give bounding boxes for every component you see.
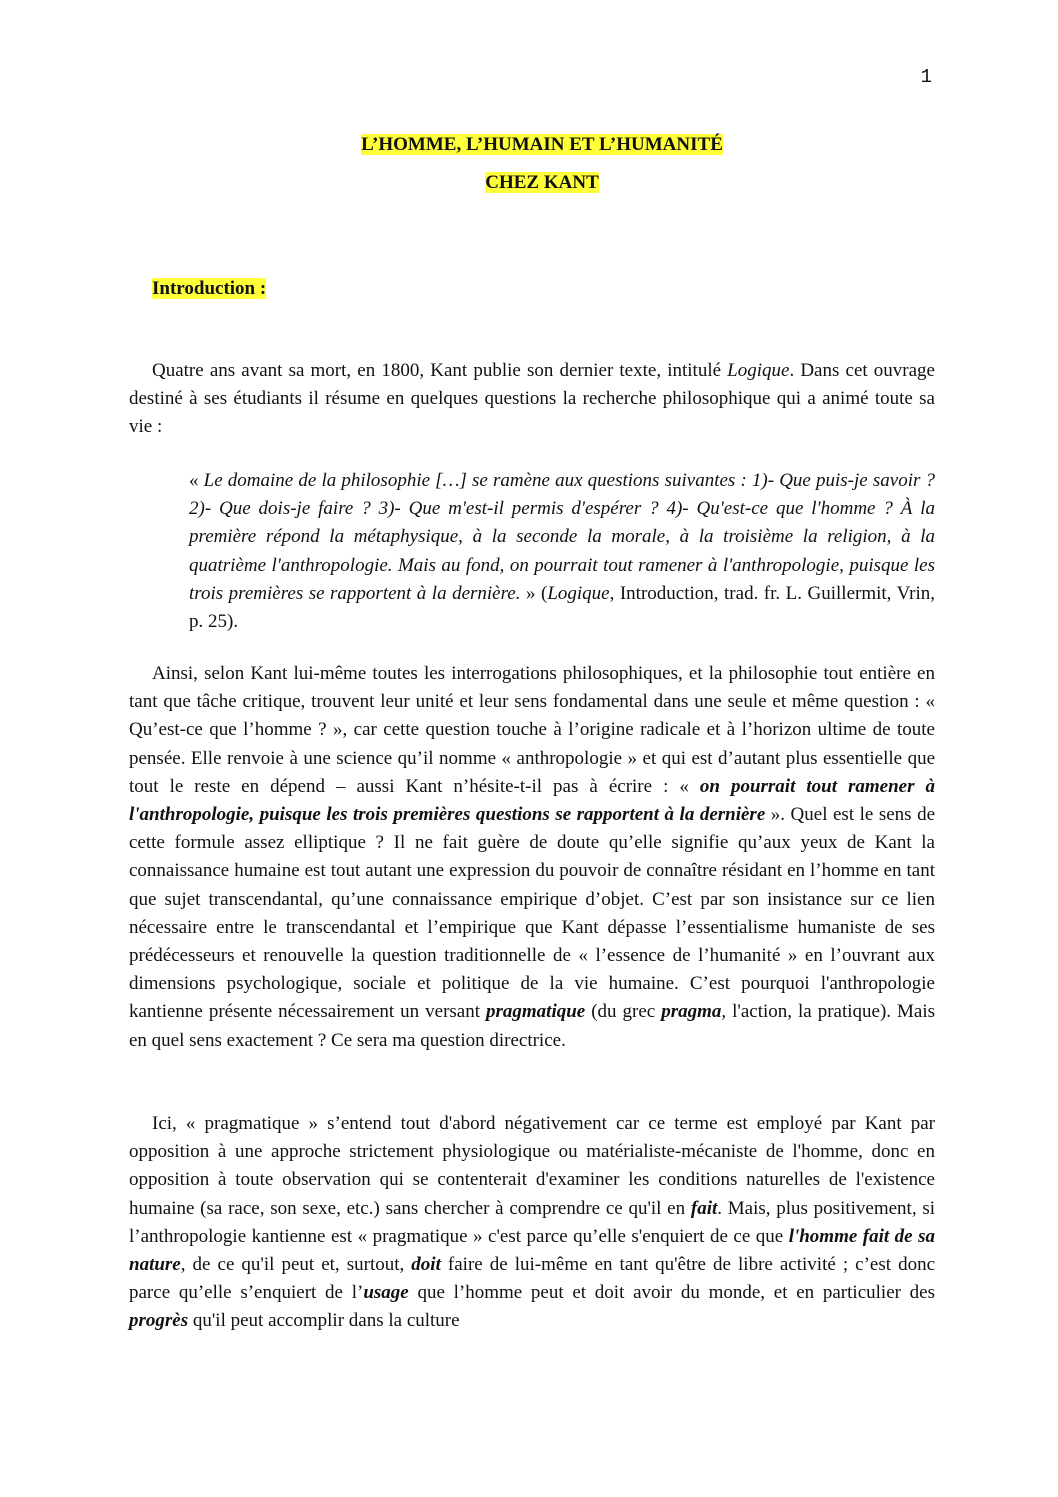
quote-close: » ( <box>520 582 548 604</box>
introduction-heading: Introduction : <box>152 278 267 299</box>
paragraph-1 <box>129 357 935 442</box>
quote-source-rest: , Introduction, trad. fr. L. Guillermit, Vrin, p. 25). <box>189 582 936 633</box>
paragraph-3-text-a: Ici, « pragmatique » s’entend tout d'abord négativement car ce terme est employé par Kant par opposition à une approche strictement physiologique ou matérialiste-mécaniste de l'homme, donc en opposition à toute observation qui se contenterait d'examiner les conditions naturelles de l'existence humaine (sa race, son sexe, etc.) sans chercher à comprendre ce qu'il en <box>129 1113 935 1219</box>
paragraph-2 <box>129 660 935 1055</box>
paragraph-3-italic-b: l'homme fait de sa nature <box>129 1225 936 1276</box>
paragraph-3-italic-d: usage <box>363 1282 409 1304</box>
document-title <box>0 126 1058 202</box>
paragraph-1-text-a: Quatre ans avant sa mort, en 1800, Kant publie son dernier texte, intitulé <box>152 360 728 381</box>
paragraph-3-text-f: qu'il peut accomplir dans la culture <box>188 1310 460 1332</box>
block-quote <box>189 467 935 636</box>
paragraph-3 <box>129 1110 935 1336</box>
paragraph-3-italic-c: doit <box>411 1254 441 1276</box>
paragraph-3-italic-a: fait <box>690 1197 718 1219</box>
page-number: 1 <box>920 66 932 88</box>
section-heading <box>152 278 266 300</box>
paragraph-2-italic-b: pragmatique <box>486 1001 586 1023</box>
paragraph-2-italic-a: on pourrait tout ramener à l'anthropologie, puisque les trois premières questions se rapportent à la dernière <box>129 775 936 826</box>
paragraph-3-text-e: que l’homme peut et doit avoir du monde, et en particulier des <box>408 1282 936 1304</box>
title-line-2: CHEZ KANT <box>485 172 599 193</box>
paragraph-3-text-c: , de ce qu'il peut et, surtout, <box>180 1254 412 1276</box>
paragraph-2-text-a: Ainsi, selon Kant lui-même toutes les interrogations philosophiques, et la philosophie tout entière en tant que tâche critique, trouvent leur unité et leur sens fondamental dans une seule et même question : « Qu’est-ce que l’homme ? », car cette question touche à l’origine radicale et à l’horizon ultime de toute pensée. Elle renvoie à une science qu’il nomme « anthropologie » et qui est d’autant plus essentielle que tout le reste en dépend – aussi Kant n’hésite-t-il pas à écrire : « <box>129 663 935 797</box>
paragraph-3-italic-e: progrès <box>129 1310 189 1332</box>
quote-italic: Le domaine de la philosophie […] se ramène aux questions suivantes : 1)- Que puis-je savoir ? 2)- Que dois-je faire ? 3)- Que m'est-il permis d'espérer ? 4)- Qu'est-ce que l'homme ? À la première répond la métaphysique, à la seconde la morale, à la troisième la religion, à la quatrième l'anthropologie. Mais au fond, on pourrait tout ramener à l'anthropologie, puisque les trois premières se rapportent à la dernière. <box>189 470 936 604</box>
quote-open: « <box>189 470 204 491</box>
quote-source-italic: Logique <box>547 582 610 604</box>
paragraph-1-text-b: . Dans cet ouvrage destiné à ses étudiants il résume en quelques questions la recherche philosophique qui a animé toute sa vie : <box>129 360 935 438</box>
paragraph-2-text-c: (du grec <box>585 1001 662 1023</box>
paragraph-2-italic-c: pragma <box>661 1001 722 1023</box>
title-line-1: L’HOMME, L’HUMAIN ET L’HUMANITÉ <box>361 134 723 155</box>
paragraph-2-text-b: ». Quel est le sens de cette formule assez elliptique ? Il ne fait guère de doute qu’elle signifie qu’aux yeux de Kant la connaissance humaine est tout autant une expression du pouvoir de connaître résidant en l’homme en tant que sujet transcendantal, qu’une connaissance empirique d’objet. C’est par son insistance sur ce lien nécessaire entre le transcendantal et l’empirique que Kant dépasse l’essentialisme humaniste de ses prédécesseurs et renouvelle la question traditionnelle de « l’essence de l’humanité » en l’ouvrant aux dimensions psychologique, sociale et politique de la vie humaine. C’est pourquoi l'anthropologie kantienne présente nécessairement un versant <box>129 804 935 1023</box>
paragraph-1-italic-a: Logique <box>727 360 790 381</box>
paragraph-3-text-b: . Mais, plus positivement, si l’anthropologie kantienne est « pragmatique » c'est parce qu’elle s'enquiert de ce que <box>129 1197 936 1247</box>
paragraph-3-text-d: faire de lui-même en tant qu'être de libre activité ; c’est donc parce qu’elle s’enquiert de l’ <box>129 1254 935 1304</box>
paragraph-2-text-d: , l'action, la pratique). Mais en quel sens exactement ? Ce sera ma question directrice. <box>129 1001 936 1051</box>
